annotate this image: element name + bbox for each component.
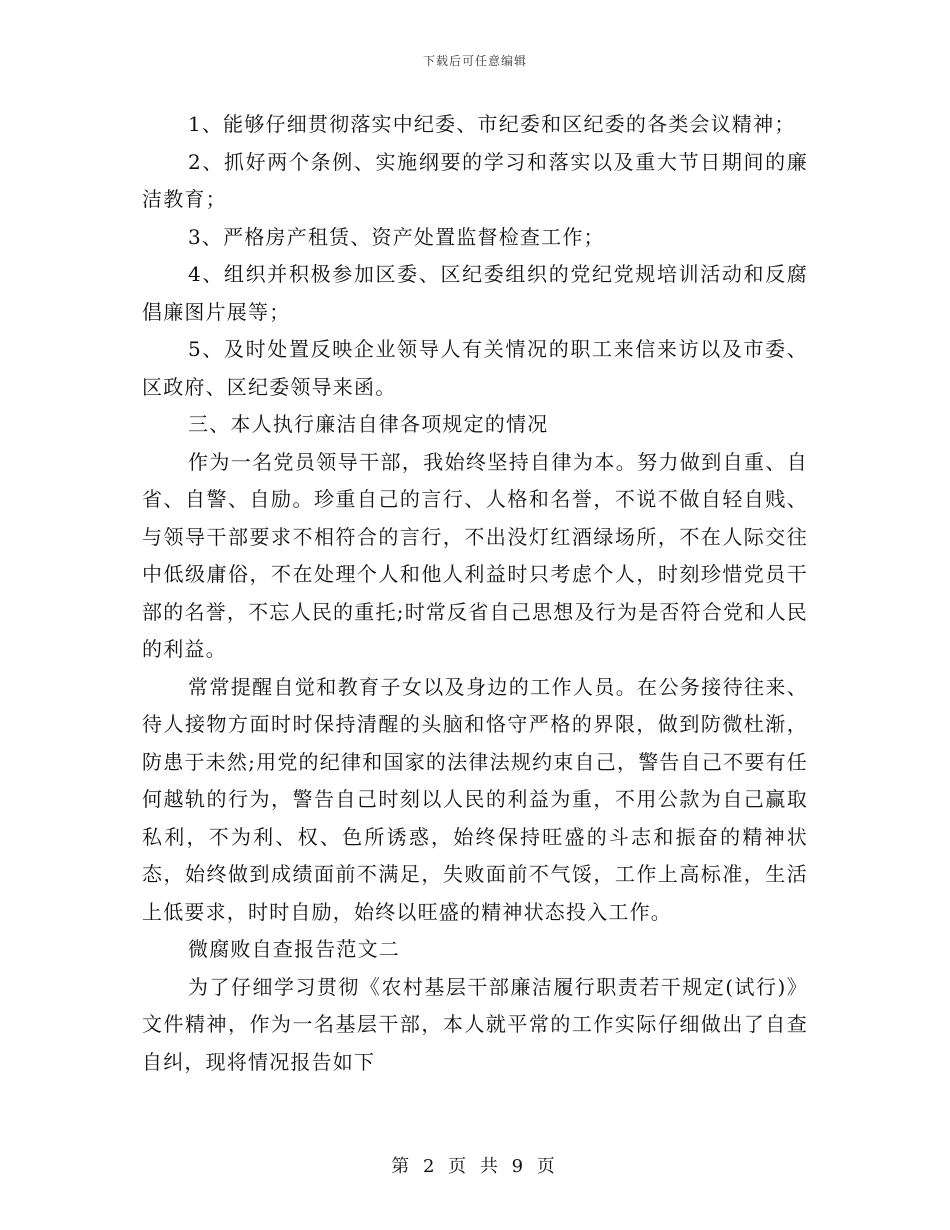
paragraph-intro-two: 为了仔细学习贯彻《农村基层干部廉洁履行职责若干规定(试行)》文件精神，作为一名基层干部，本人就平常的工作实际仔细做出了自查自纠，现将情况报告如下 — [142, 974, 808, 1074]
document-body — [142, 106, 808, 1081]
paragraph-item-4: 4、组织并积极参加区委、区纪委组织的党纪党规培训活动和反腐倡廉图片展等； — [142, 262, 808, 324]
section-title-sample-two: 微腐败自查报告范文二 — [188, 937, 400, 961]
page-footer: 第 2 页 共 9 页 — [391, 1156, 559, 1177]
paragraph-item-5: 5、及时处置反映企业领导人有关情况的职工来信来访以及市委、区政府、区纪委领导来函。 — [142, 337, 808, 399]
page-header: 下载后可任意编辑 — [422, 54, 527, 68]
paragraph-item-2: 2、抓好两个条例、实施纲要的学习和落实以及重大节日期间的廉洁教育； — [142, 149, 808, 211]
paragraph-item-3: 3、严格房产租赁、资产处置监督检查工作； — [188, 224, 605, 249]
paragraph-item-1: 1、能够仔细贯彻落实中纪委、市纪委和区纪委的各类会议精神； — [188, 112, 796, 136]
paragraph-self-discipline: 作为一名党员领导干部，我始终坚持自律为本。努力做到自重、自省、自警、自励。珍重自己的言行、人格和名誉，不说不做自轻自贱、与领导干部要求不相符合的言行，不出没灯红酒绿场所，不在人际交往中低级庸俗，不在处理个人和他人利益时只考虑个人，时刻珍惜党员干部的名誉，不忘人民的重托;时常反省自己思想及行为是否符合党和人民的利益。 — [142, 449, 808, 661]
paragraph-reminders: 常常提醒自觉和教育子女以及身边的工作人员。在公务接待往来、待人接物方面时时保持清醒的头脑和恪守严格的界限，做到防微杜渐，防患于未然;用党的纪律和国家的法律法规约束自己，警告自己不要有任何越轨的行为，警告自己时刻以人民的利益为重，不用公款为自己赢取私利，不为利、权、色所诱惑，始终保持旺盛的斗志和振奋的精神状态，始终做到成绩面前不满足，失败面前不气馁，工作上高标准，生活上低要求，时时自励，始终以旺盛的精神状态投入工作。 — [142, 674, 808, 924]
section-heading: 三、本人执行廉洁自律各项规定的情况 — [188, 412, 549, 436]
